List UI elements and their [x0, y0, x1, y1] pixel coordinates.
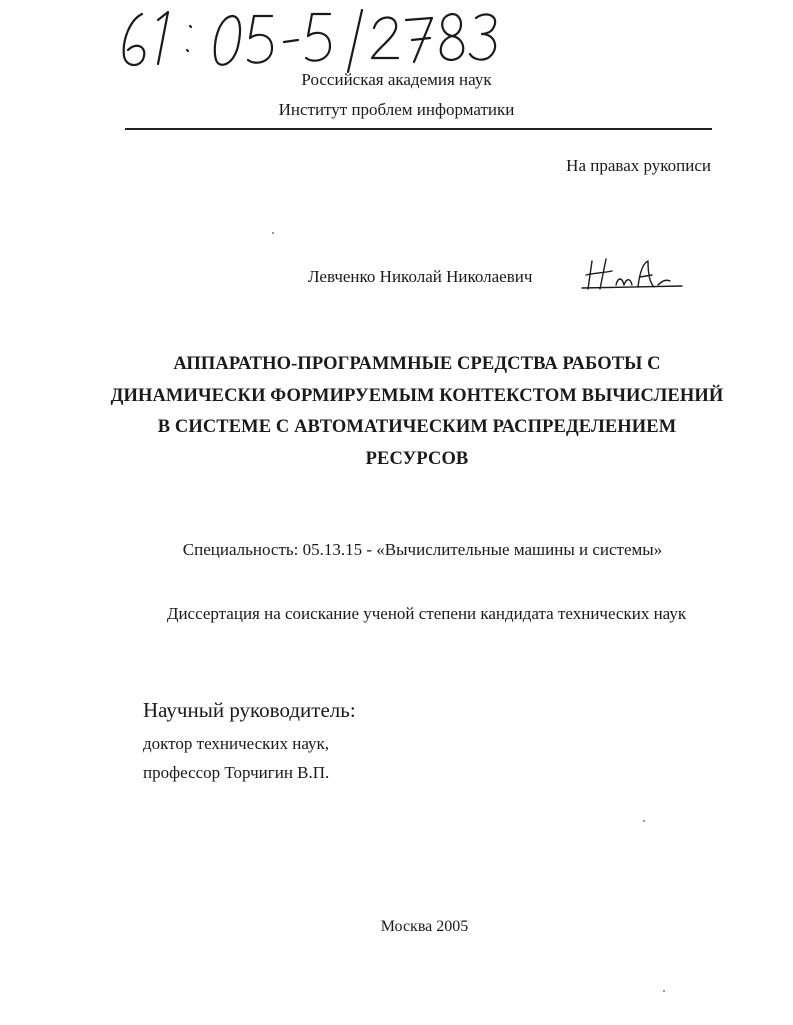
- rights-note: На правах рукописи: [566, 156, 711, 175]
- institute-name: Институт проблем информатики: [278, 100, 515, 119]
- title-line: АППАРАТНО-ПРОГРАММНЫЕ СРЕДСТВА РАБОТЫ С: [173, 354, 661, 374]
- place-year: Москва 2005: [380, 918, 469, 935]
- handwritten-catalog-code: [112, 6, 532, 76]
- title-line: В СИСТЕМЕ С АВТОМАТИЧЕСКИМ РАСПРЕДЕЛЕНИЕМ: [157, 417, 677, 437]
- scan-speck: [272, 232, 274, 234]
- specialty: Специальность: 05.13.15 - «Вычислительные машины и системы»: [182, 540, 663, 559]
- title-line: РЕСУРСОВ: [365, 448, 469, 469]
- degree-statement: Диссертация на соискание ученой степени кандидата технических наук: [166, 604, 687, 623]
- supervisor-label: Научный руководитель:: [143, 698, 356, 722]
- academy-name: Российская академия наук: [301, 70, 492, 89]
- scan-speck: [643, 820, 645, 822]
- supervisor-degree: доктор технических наук,: [143, 734, 330, 753]
- scan-speck: [663, 990, 665, 992]
- dissertation-title: [60, 349, 774, 475]
- title-line: ДИНАМИЧЕСКИ ФОРМИРУЕМЫМ КОНТЕКСТОМ ВЫЧИСЛЕНИЙ: [110, 385, 724, 406]
- supervisor-name: профессор Торчигин В.П.: [143, 763, 330, 782]
- author-signature: [578, 255, 688, 295]
- author-name: Левченко Николай Николаевич: [308, 267, 533, 286]
- header-divider: [125, 128, 712, 130]
